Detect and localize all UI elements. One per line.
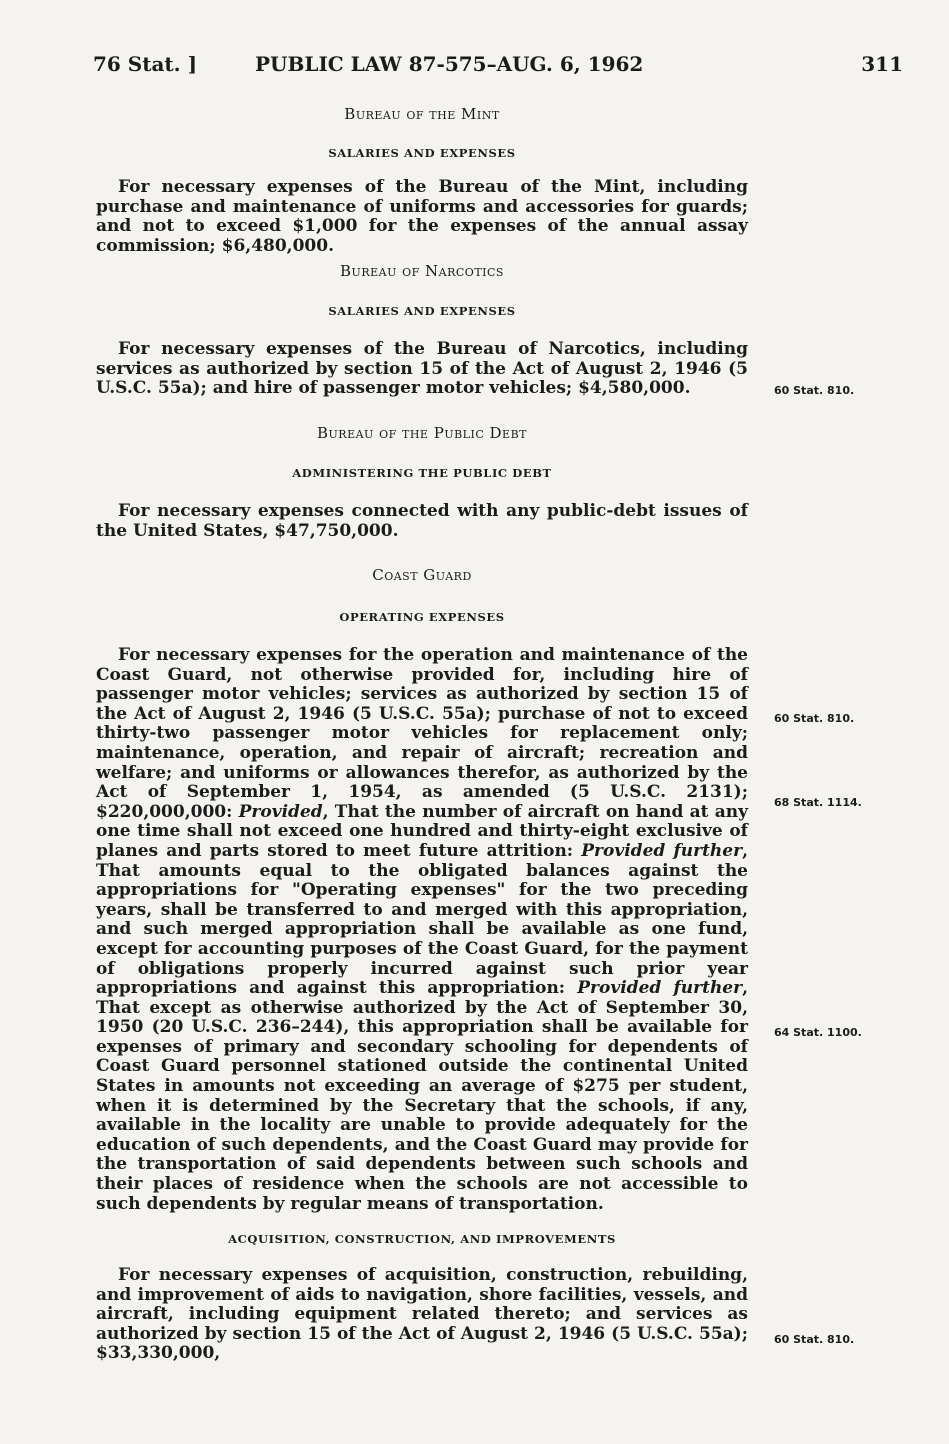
header-title: PUBLIC LAW 87-575–AUG. 6, 1962 xyxy=(255,52,644,76)
section-text xyxy=(96,646,748,1214)
section-text: For necessary expenses of the Bureau of the Mint, including purchase and maintenance of uniforms and accessories for guards; and not to exceed $1,000 for the expenses of the annual assay commission; $6,480,000. xyxy=(96,177,748,256)
section-text-wrap xyxy=(96,502,748,541)
header-citation: 76 Stat. ] xyxy=(93,52,198,76)
section-subheading: ACQUISITION, CONSTRUCTION, AND IMPROVEMENTS xyxy=(228,1232,616,1246)
text-run: For necessary expenses for the operation and maintenance of the Coast Guard, not otherwise provided for, including hire of passenger motor vehicles; services as authorized by section 15 of the Act of August 2, 1946 (5 U.S.C. 55a); purchase of not to exceed thirty-two passenger motor vehicles for replacement only; maintenance, operation, and repair of aircraft; recreation and welfare; and uniforms or allowances therefor, as authorized by the Act of September 1, 1954, as amended (5 U.S.C. 2131); $220,000,000: xyxy=(96,645,748,822)
margin-note: 64 Stat. 1100. xyxy=(774,1026,862,1039)
section-subheading-wrap xyxy=(96,146,748,160)
section-heading: Bureau of the Mint xyxy=(344,105,500,123)
section-text: For necessary expenses of the Bureau of Narcotics, including services as authorized by section 15 of the Act of August 2, 1946 (5 U.S.C. 55a); and hire of passenger motor vehicles; $4,580,000. xyxy=(96,339,748,399)
section-text: For necessary expenses of acquisition, construction, rebuilding, and improvement of aids to navigation, shore facilities, vessels, and aircraft, including equipment related thereto; and services as authorized by section 15 of the Act of August 2, 1946 (5 U.S.C. 55a); $33,330,000, xyxy=(96,1265,748,1364)
section-subheading: SALARIES AND EXPENSES xyxy=(328,304,516,318)
margin-note: 68 Stat. 1114. xyxy=(774,796,862,809)
margin-note: 60 Stat. 810. xyxy=(774,1333,855,1346)
section-coast-guard xyxy=(96,566,748,584)
section-subheading-wrap xyxy=(96,466,748,480)
section-subheading: SALARIES AND EXPENSES xyxy=(328,146,516,160)
section-subheading-wrap xyxy=(96,610,748,624)
proviso-italic: Provided xyxy=(238,801,323,822)
section-heading: Coast Guard xyxy=(372,566,472,584)
text-run: , That except as otherwise authorized by the Act of September 30, 1950 (20 U.S.C. 236–244), this appropriation shall be available for expenses of primary and secondary schooling for dependents of Coast Guard personnel stationed outside the continental United States in amounts not exceeding an average of $275 per student, when it is determined by the Secretary that the schools, if any, available in the locality are unable to provide adequately for the education of such dependents, and the Coast Guard may provide for the transportation of said dependents between such schools and their places of residence when the schools are not accessible to such dependents by regular means of transportation. xyxy=(96,978,748,1214)
section-text-wrap xyxy=(96,646,748,1214)
text-run: , That the number of aircraft on hand at any one time shall not exceed one hundred and thirty-eight exclusive of planes and parts stored to meet future attrition: xyxy=(96,801,748,861)
section-acquisition xyxy=(96,1232,748,1246)
page-header xyxy=(93,52,903,84)
margin-note: 60 Stat. 810. xyxy=(774,712,855,725)
section-bureau-of-the-public-debt xyxy=(96,424,748,442)
section-text-wrap xyxy=(96,1266,748,1364)
section-text: For necessary expenses connected with any public-debt issues of the United States, $47,750,000. xyxy=(96,501,748,541)
section-bureau-of-narcotics xyxy=(96,262,748,280)
section-heading: Bureau of the Public Debt xyxy=(317,424,527,442)
proviso-italic: Provided further xyxy=(577,978,743,999)
section-text-wrap xyxy=(96,340,748,399)
section-subheading-wrap xyxy=(96,304,748,318)
section-heading: Bureau of Narcotics xyxy=(340,262,504,280)
margin-note: 60 Stat. 810. xyxy=(774,384,855,397)
section-text-wrap xyxy=(96,178,748,256)
section-subheading: OPERATING EXPENSES xyxy=(339,610,505,624)
section-bureau-of-the-mint xyxy=(96,105,748,123)
page-number: 311 xyxy=(861,52,903,76)
proviso-italic: Provided further xyxy=(581,840,743,861)
section-subheading: ADMINISTERING THE PUBLIC DEBT xyxy=(292,466,552,480)
text-run: , That amounts equal to the obligated balances against the appropriations for "Operating expenses" for the two preceding years, shall be transferred to and merged with this appropriation, and such merged appropriation shall be available as one fund, except for accounting purposes of the Coast Guard, for the payment of obligations properly incurred against such prior year appropriations and against this appropriation: xyxy=(96,840,748,999)
